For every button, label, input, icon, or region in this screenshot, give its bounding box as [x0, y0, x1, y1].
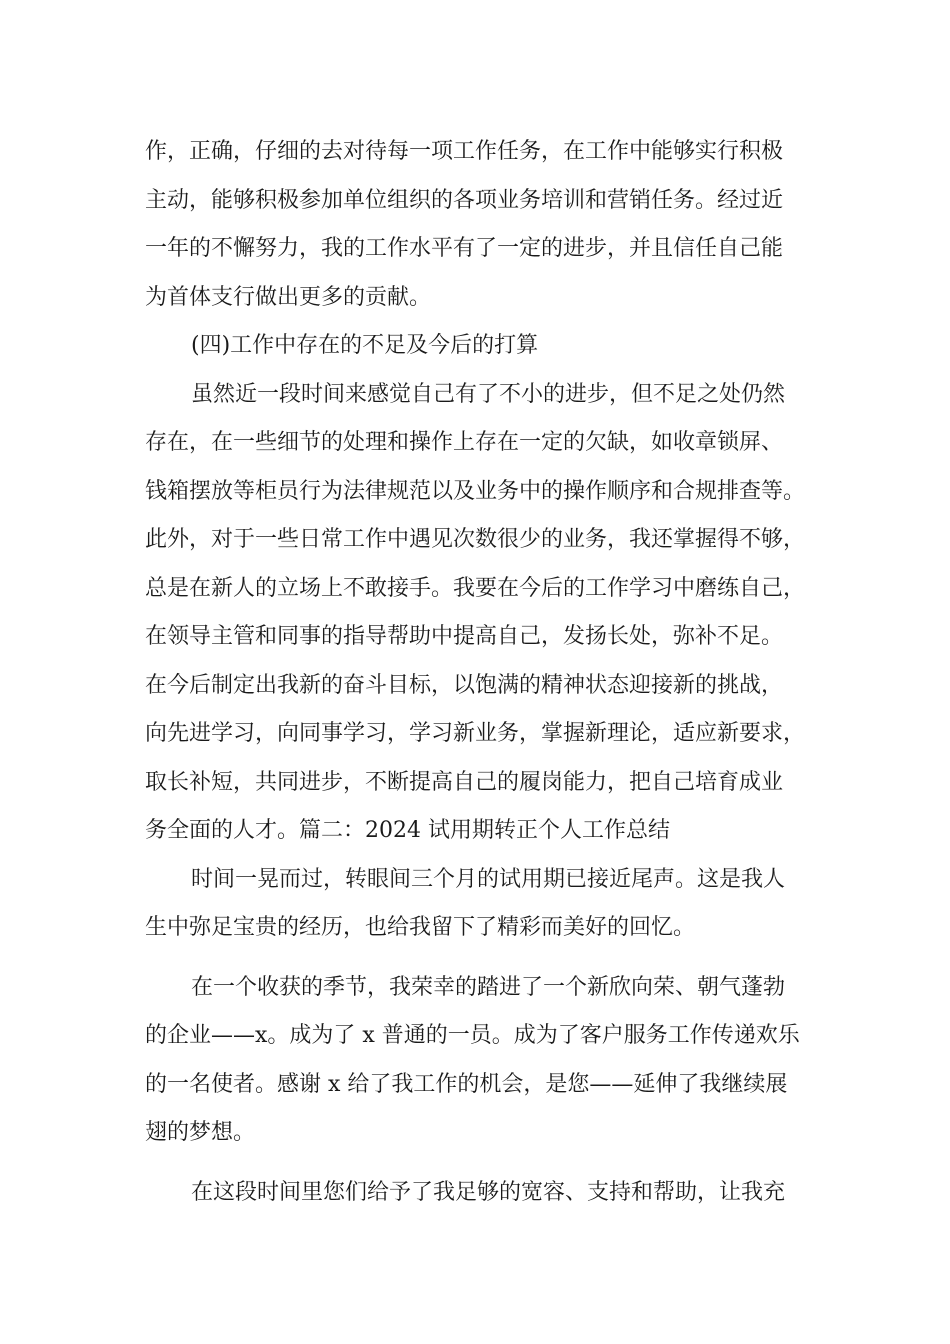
- text-line: 在这段时间里您们给予了我足够的宽容、支持和帮助，让我充: [191, 1179, 786, 1205]
- text-line: 时间一晃而过，转眼间三个月的试用期已接近尾声。这是我人: [191, 866, 786, 892]
- text-line: 生中弥足宝贵的经历，也给我留下了精彩而美好的回忆。: [145, 915, 696, 940]
- text-line: 存在，在一些细节的处理和操作上存在一定的欠缺，如收章锁屏、: [145, 430, 784, 455]
- text-line: 向先进学习，向同事学习，学习新业务，掌握新理论，适应新要求，: [145, 721, 806, 746]
- text-line: 一年的不懈努力，我的工作水平有了一定的进步，并且信任自己能: [145, 236, 784, 261]
- paragraph-gap: [145, 953, 825, 964]
- text-line: 虽然近一段时间来感觉自己有了不小的进步，但不足之处仍然: [191, 381, 786, 407]
- text-line: 在一个收获的季节，我荣幸的踏进了一个新欣向荣、朝气蓬勃: [191, 974, 786, 1000]
- text-line: 在领导主管和同事的指导帮助中提高自己，发扬长处，弥补不足。: [145, 624, 784, 649]
- text-line: 钱箱摆放等柜员行为法律规范以及业务中的操作顺序和合规排查等。: [145, 478, 806, 504]
- text-line: 在今后制定出我新的奋斗目标，以饱满的精神状态迎接新的挑战，: [145, 672, 784, 698]
- text-line: 总是在新人的立场上不敢接手。我要在今后的工作学习中磨练自己，: [145, 575, 806, 601]
- text-line: 务全面的人才。篇二：2024 试用期转正个人工作总结: [145, 818, 670, 843]
- text-line: 的企业——x。成为了 x 普通的一员。成为了客户服务工作传递欢乐: [145, 1023, 800, 1048]
- text-line: 为首体支行做出更多的贡献。: [145, 284, 432, 310]
- section-heading: (四)工作中存在的不足及今后的打算: [191, 333, 539, 358]
- text-line: 作，正确，仔细的去对待每一项工作任务，在工作中能够实行积极: [145, 139, 784, 164]
- text-line: 取长补短，共同进步，不断提高自己的履岗能力，把自己培育成业: [145, 769, 784, 795]
- text-line: 主动，能够积极参加单位组织的各项业务培训和营销任务。经过近: [145, 187, 784, 213]
- text-line: 的一名使者。感谢 x 给了我工作的机会，是您——延伸了我继续展: [145, 1071, 788, 1097]
- paragraph-gap: [145, 1158, 825, 1169]
- document-body: [145, 128, 825, 1217]
- text-line: 此外，对于一些日常工作中遇见次数很少的业务，我还掌握得不够，: [145, 527, 806, 552]
- text-line: 翅的梦想。: [145, 1120, 256, 1145]
